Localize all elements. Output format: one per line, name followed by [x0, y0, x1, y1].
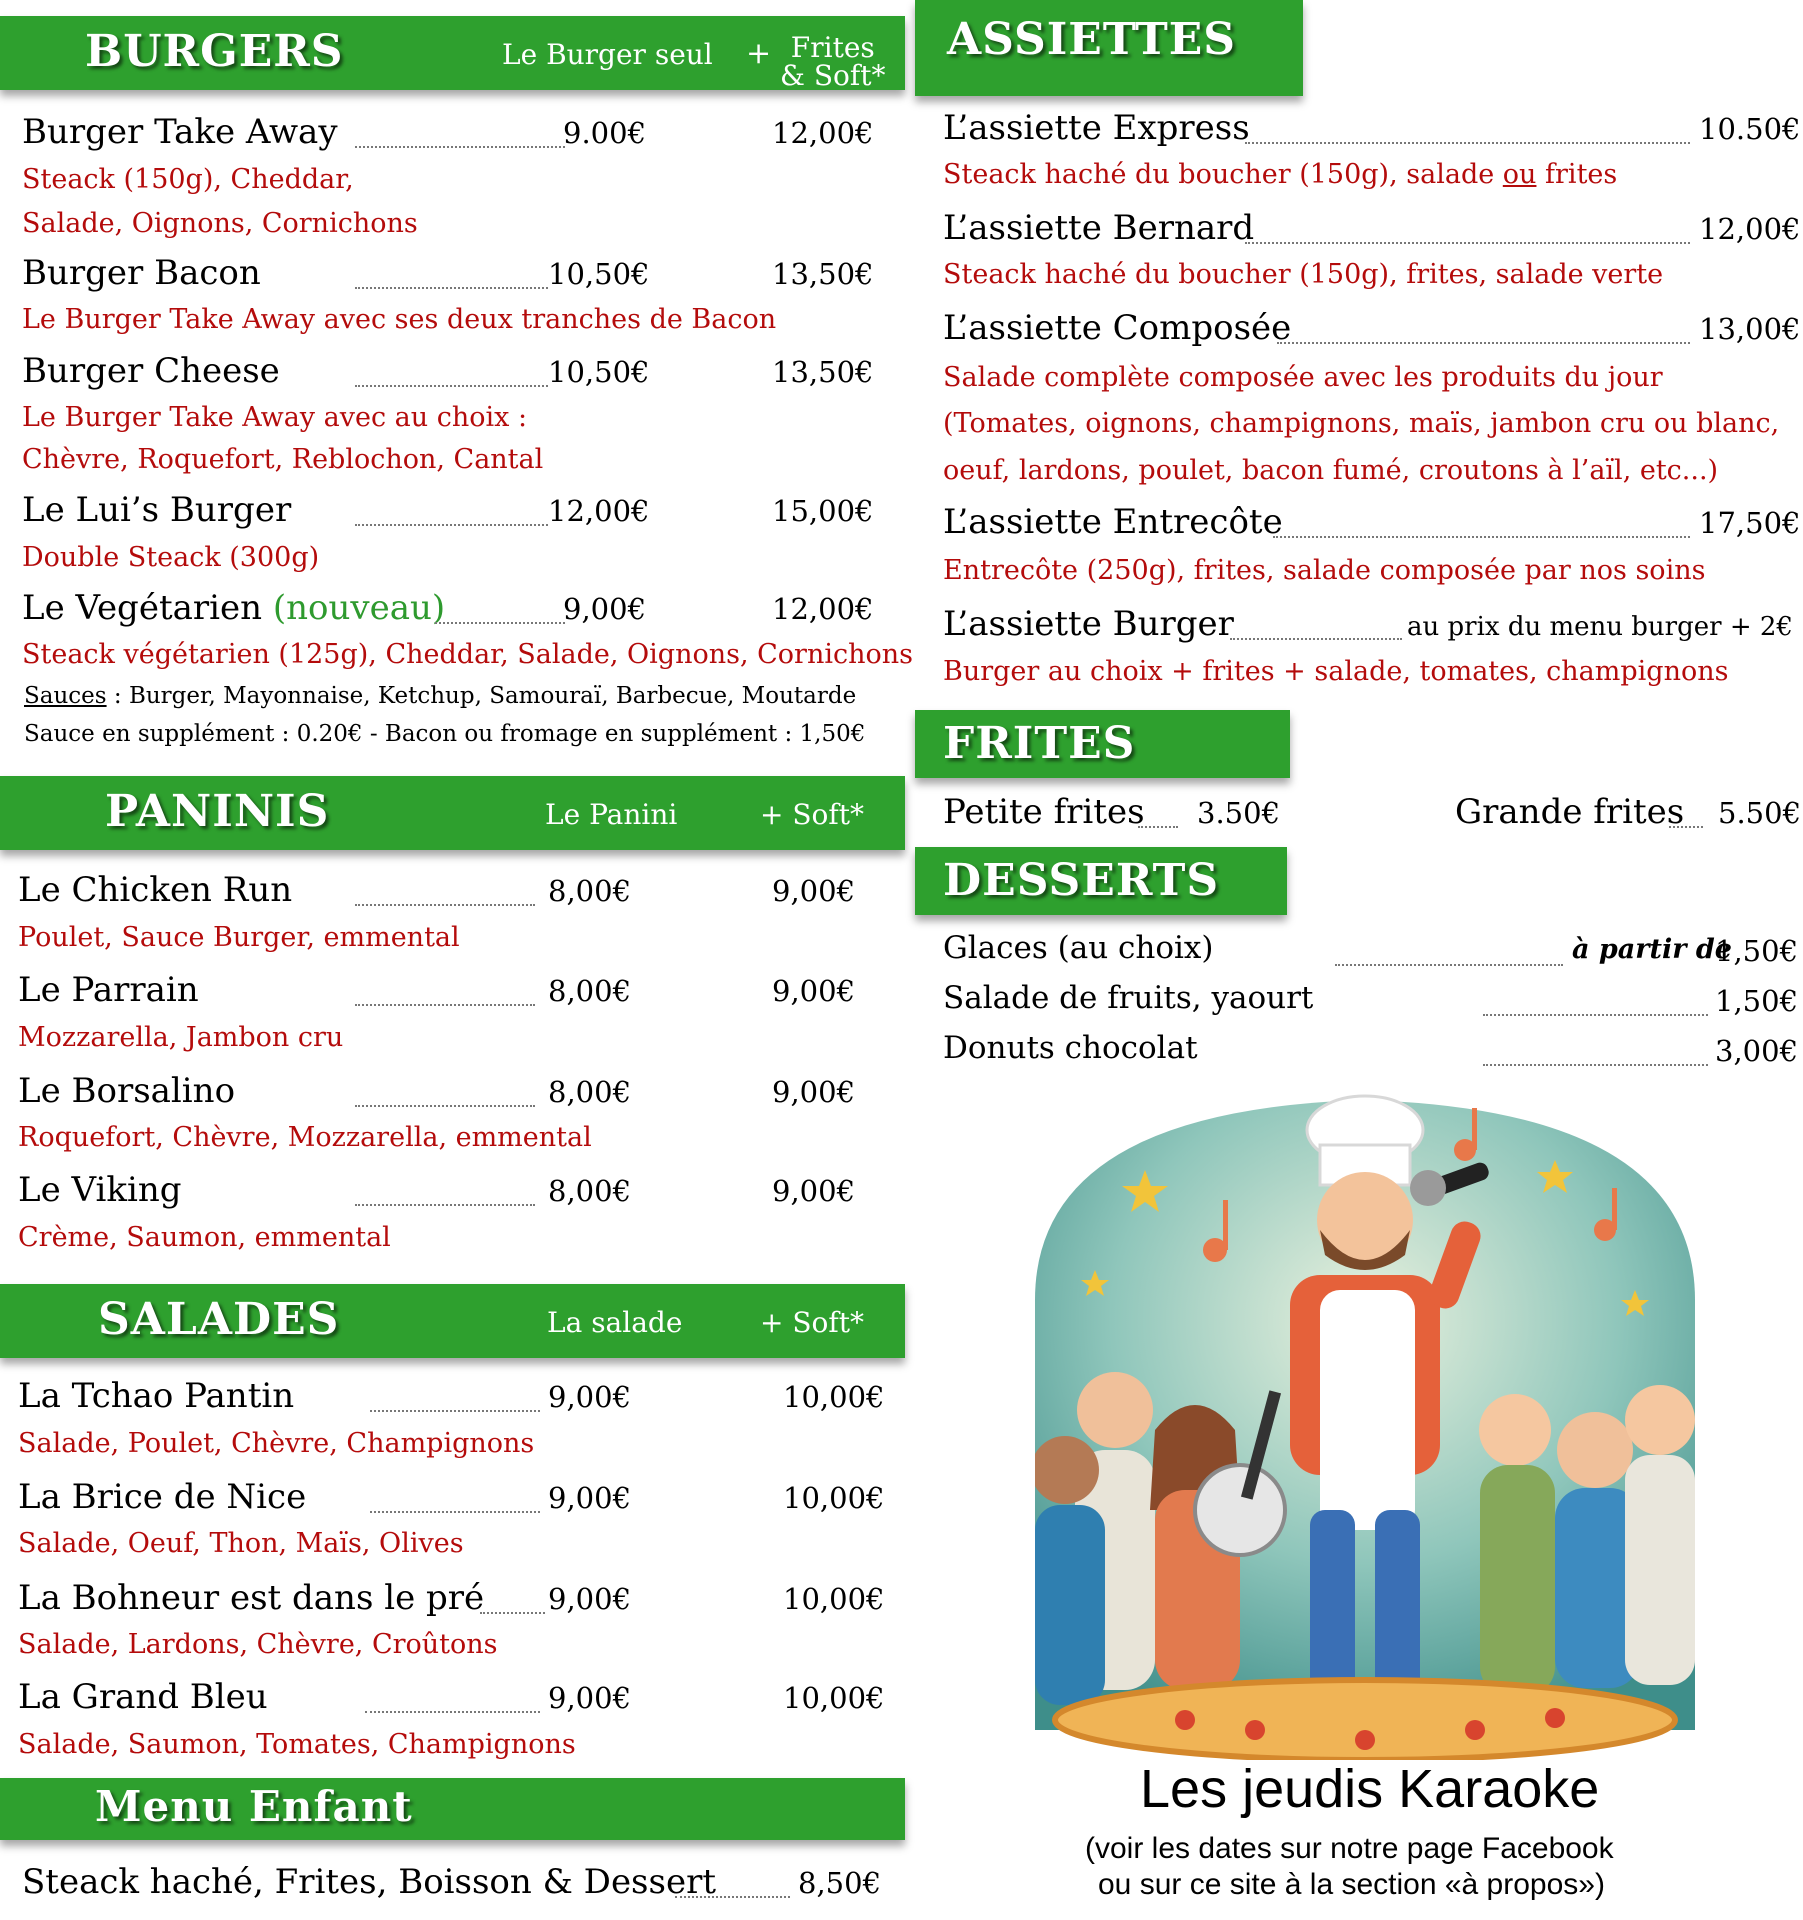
item-price: 17,50€	[1699, 506, 1801, 540]
assiettes-banner	[915, 0, 1303, 96]
menu-enfant-title: Menu Enfant	[95, 1782, 413, 1831]
burgers-col2-header	[746, 31, 886, 92]
item-name: L’assiette Burger	[943, 604, 1234, 644]
menu-enfant-banner	[0, 1778, 905, 1840]
item-description: Salade, Poulet, Chèvre, Champignons	[18, 1428, 535, 1459]
sauces-label: Sauces	[24, 683, 107, 709]
item-description: Mozzarella, Jambon cru	[18, 1022, 344, 1053]
item-description: Poulet, Sauce Burger, emmental	[18, 922, 460, 953]
leader-dots	[1669, 826, 1703, 828]
menu-item	[0, 870, 905, 914]
item-description: Steack végétarien (125g), Cheddar, Salade, Oignons, Cornichons	[22, 639, 913, 670]
item-price: au prix du menu burger + 2€	[1407, 612, 1793, 642]
item-price: 9,00€	[548, 1380, 632, 1414]
item-price: 1,50€	[1715, 984, 1799, 1018]
paninis-col1-header: Le Panini	[545, 798, 678, 831]
item-price-combo: 9,00€	[772, 974, 856, 1008]
leader-dots	[1245, 242, 1690, 244]
assiettes-title: ASSIETTES	[947, 14, 1237, 65]
item-price: 10,50€	[548, 257, 650, 291]
item-price-combo: 9,00€	[772, 1075, 856, 1109]
item-description: Burger au choix + frites + salade, tomates, champignons	[943, 656, 1729, 687]
item-price-combo: 10,00€	[783, 1380, 885, 1414]
item-name: Grande frites	[1455, 792, 1685, 832]
item-name: Le Viking	[18, 1170, 182, 1210]
item-name: Salade de fruits, yaourt	[943, 980, 1314, 1016]
item-name: Steack haché, Frites, Boisson & Dessert	[22, 1862, 716, 1902]
leader-dots	[1273, 536, 1690, 538]
item-price: 1,50€	[1715, 934, 1799, 968]
item-name: Donuts chocolat	[943, 1030, 1198, 1066]
item-name: Petite frites	[943, 792, 1145, 832]
paninis-banner	[0, 776, 905, 850]
item-description: Roquefort, Chèvre, Mozzarella, emmental	[18, 1122, 592, 1153]
menu-item	[915, 604, 1803, 648]
item-price: 8,00€	[548, 1174, 632, 1208]
item-description: Salade, Oignons, Cornichons	[22, 208, 418, 239]
item-description: Crème, Saumon, emmental	[18, 1222, 391, 1253]
item-price: 8,00€	[548, 974, 632, 1008]
item-price-combo: 9,00€	[772, 1174, 856, 1208]
item-price: 10,50€	[548, 355, 650, 389]
menu-item	[915, 1030, 1803, 1074]
item-description: (Tomates, oignons, champignons, maïs, jambon cru ou blanc,	[943, 408, 1780, 439]
salades-title: SALADES	[98, 1294, 340, 1345]
menu-item	[915, 208, 1803, 252]
item-price-combo: 10,00€	[783, 1582, 885, 1616]
menu-item	[0, 490, 905, 534]
item-price: 9,00€	[548, 1481, 632, 1515]
col2-bottom: & Soft*	[780, 59, 886, 92]
leader-dots	[1483, 1064, 1708, 1066]
karaoke-line1: (voir les dates sur notre page Facebook	[1085, 1832, 1614, 1865]
item-name: L’assiette Entrecôte	[943, 502, 1283, 542]
item-description: Salade complète composée avec les produits du jour	[943, 362, 1663, 393]
salades-col1-header: La salade	[547, 1306, 683, 1339]
item-price: 5.50€	[1718, 796, 1802, 830]
menu-item	[915, 502, 1803, 546]
item-name-text: Le Vegétarien	[22, 588, 263, 628]
new-badge: (nouveau)	[272, 588, 446, 628]
item-price: 12,00€	[1699, 212, 1801, 246]
item-price: 8,50€	[798, 1866, 882, 1900]
item-price: 9,00€	[548, 1582, 632, 1616]
menu-item	[915, 792, 1803, 836]
sauces-note	[24, 683, 856, 709]
leader-dots	[370, 1410, 540, 1412]
leader-dots	[355, 904, 535, 906]
frites-title: FRITES	[943, 718, 1136, 769]
item-price: 9,00€	[563, 592, 647, 626]
col2-top: Frites	[790, 31, 875, 64]
item-price-combo: 10,00€	[783, 1481, 885, 1515]
leader-dots	[355, 146, 565, 148]
desserts-title: DESSERTS	[943, 855, 1220, 906]
item-price-combo: 12,00€	[772, 592, 874, 626]
item-price: 8,00€	[548, 1075, 632, 1109]
burgers-title: BURGERS	[85, 26, 344, 77]
item-description: Steack (150g), Cheddar,	[22, 164, 354, 195]
burgers-col1-header: Le Burger seul	[502, 38, 713, 71]
menu-item	[0, 1862, 905, 1906]
frites-banner	[915, 710, 1290, 778]
menu-item	[915, 108, 1803, 152]
item-price: 8,00€	[548, 874, 632, 908]
menu-item	[0, 351, 905, 395]
karaoke-chef-illustration	[1035, 1090, 1695, 1760]
karaoke-line2: ou sur ce site à la section «à propos»)	[1098, 1868, 1605, 1901]
leader-dots	[355, 385, 548, 387]
menu-item	[0, 1071, 905, 1115]
leader-dots	[1335, 964, 1563, 966]
item-name: La Bohneur est dans le pré	[18, 1578, 485, 1618]
item-price: 3.50€	[1197, 796, 1281, 830]
leader-dots	[1483, 1014, 1708, 1016]
item-description: oeuf, lardons, poulet, bacon fumé, croutons à l’aïl, etc...)	[943, 455, 1719, 486]
item-description	[943, 159, 1617, 190]
item-price: 12,00€	[548, 494, 650, 528]
item-name: Glaces (au choix)	[943, 930, 1214, 966]
leader-dots	[370, 1511, 540, 1513]
menu-item	[915, 980, 1803, 1024]
salades-banner	[0, 1284, 905, 1358]
item-name: Burger Take Away	[22, 112, 338, 152]
item-price-combo: 15,00€	[772, 494, 874, 528]
item-description: Salade, Oeuf, Thon, Maïs, Olives	[18, 1528, 464, 1559]
leader-dots	[355, 1105, 535, 1107]
desserts-banner	[915, 847, 1287, 915]
menu-item	[0, 253, 905, 297]
paninis-col2-header: + Soft*	[760, 798, 865, 831]
item-name: L’assiette Bernard	[943, 208, 1255, 248]
menu-item	[915, 308, 1803, 352]
item-name: La Brice de Nice	[18, 1477, 307, 1517]
item-name: Le Borsalino	[18, 1071, 236, 1111]
desc-part: Steack haché du boucher (150g), salade	[943, 159, 1503, 190]
item-price-combo: 12,00€	[772, 116, 874, 150]
item-price-combo: 9,00€	[772, 874, 856, 908]
desc-underlined: ou	[1502, 159, 1537, 190]
item-price: 3,00€	[1715, 1034, 1799, 1068]
desc-part: frites	[1536, 159, 1618, 190]
item-description: Salade, Lardons, Chèvre, Croûtons	[18, 1629, 498, 1660]
leader-dots	[1138, 826, 1178, 828]
item-name: Burger Cheese	[22, 351, 280, 391]
item-name	[22, 588, 445, 628]
item-price-combo: 13,50€	[772, 257, 874, 291]
menu-item	[0, 112, 905, 156]
item-description: Le Burger Take Away avec ses deux tranches de Bacon	[22, 304, 777, 335]
item-price: 9.00€	[563, 116, 647, 150]
item-name: Le Chicken Run	[18, 870, 293, 910]
item-name: Le Parrain	[18, 970, 199, 1010]
leader-dots	[355, 1004, 535, 1006]
item-price: 9,00€	[548, 1681, 632, 1715]
frites-soft-stack	[780, 31, 886, 92]
menu-item	[0, 588, 905, 632]
menu-item	[915, 930, 1803, 974]
item-name: Le Lui’s Burger	[22, 490, 292, 530]
menu-item	[0, 1578, 905, 1622]
menu-item	[0, 1477, 905, 1521]
leader-dots	[1277, 342, 1690, 344]
item-price: 13,00€	[1699, 312, 1801, 346]
leader-dots	[675, 1896, 790, 1898]
leader-dots	[365, 1711, 540, 1713]
item-name: L’assiette Express	[943, 108, 1250, 148]
item-description: Salade, Saumon, Tomates, Champignons	[18, 1729, 576, 1760]
menu-item	[0, 970, 905, 1014]
leader-dots	[435, 622, 565, 624]
karaoke-title: Les jeudis Karaoke	[1140, 1759, 1600, 1819]
plus-sign: +	[746, 36, 772, 71]
burgers-banner	[0, 16, 905, 90]
item-price-combo: 10,00€	[783, 1681, 885, 1715]
leader-dots	[355, 287, 548, 289]
item-name: La Grand Bleu	[18, 1677, 268, 1717]
leader-dots	[1230, 638, 1402, 640]
leader-dots	[355, 1204, 535, 1206]
menu-item	[0, 1170, 905, 1214]
leader-dots	[1245, 142, 1690, 144]
item-name: L’assiette Composée	[943, 308, 1292, 348]
item-description: Chèvre, Roquefort, Reblochon, Cantal	[22, 444, 544, 475]
item-description: Double Steack (300g)	[22, 542, 320, 573]
menu-item	[0, 1677, 905, 1721]
leader-dots	[480, 1612, 545, 1614]
paninis-title: PANINIS	[105, 786, 330, 837]
salades-col2-header: + Soft*	[760, 1306, 865, 1339]
item-price-prefix: à partir de	[1572, 934, 1732, 965]
item-description: Le Burger Take Away avec au choix :	[22, 402, 528, 433]
supplement-note: Sauce en supplément : 0.20€ - Bacon ou fromage en supplément : 1,50€	[24, 721, 866, 747]
item-description: Entrecôte (250g), frites, salade composée par nos soins	[943, 555, 1706, 586]
item-name: La Tchao Pantin	[18, 1376, 295, 1416]
item-price-combo: 13,50€	[772, 355, 874, 389]
sauces-text: : Burger, Mayonnaise, Ketchup, Samouraï, Barbecue, Moutarde	[106, 683, 857, 709]
item-price: 10.50€	[1699, 112, 1801, 146]
menu-item	[0, 1376, 905, 1420]
leader-dots	[355, 524, 548, 526]
item-name: Burger Bacon	[22, 253, 261, 293]
item-description: Steack haché du boucher (150g), frites, salade verte	[943, 259, 1664, 290]
